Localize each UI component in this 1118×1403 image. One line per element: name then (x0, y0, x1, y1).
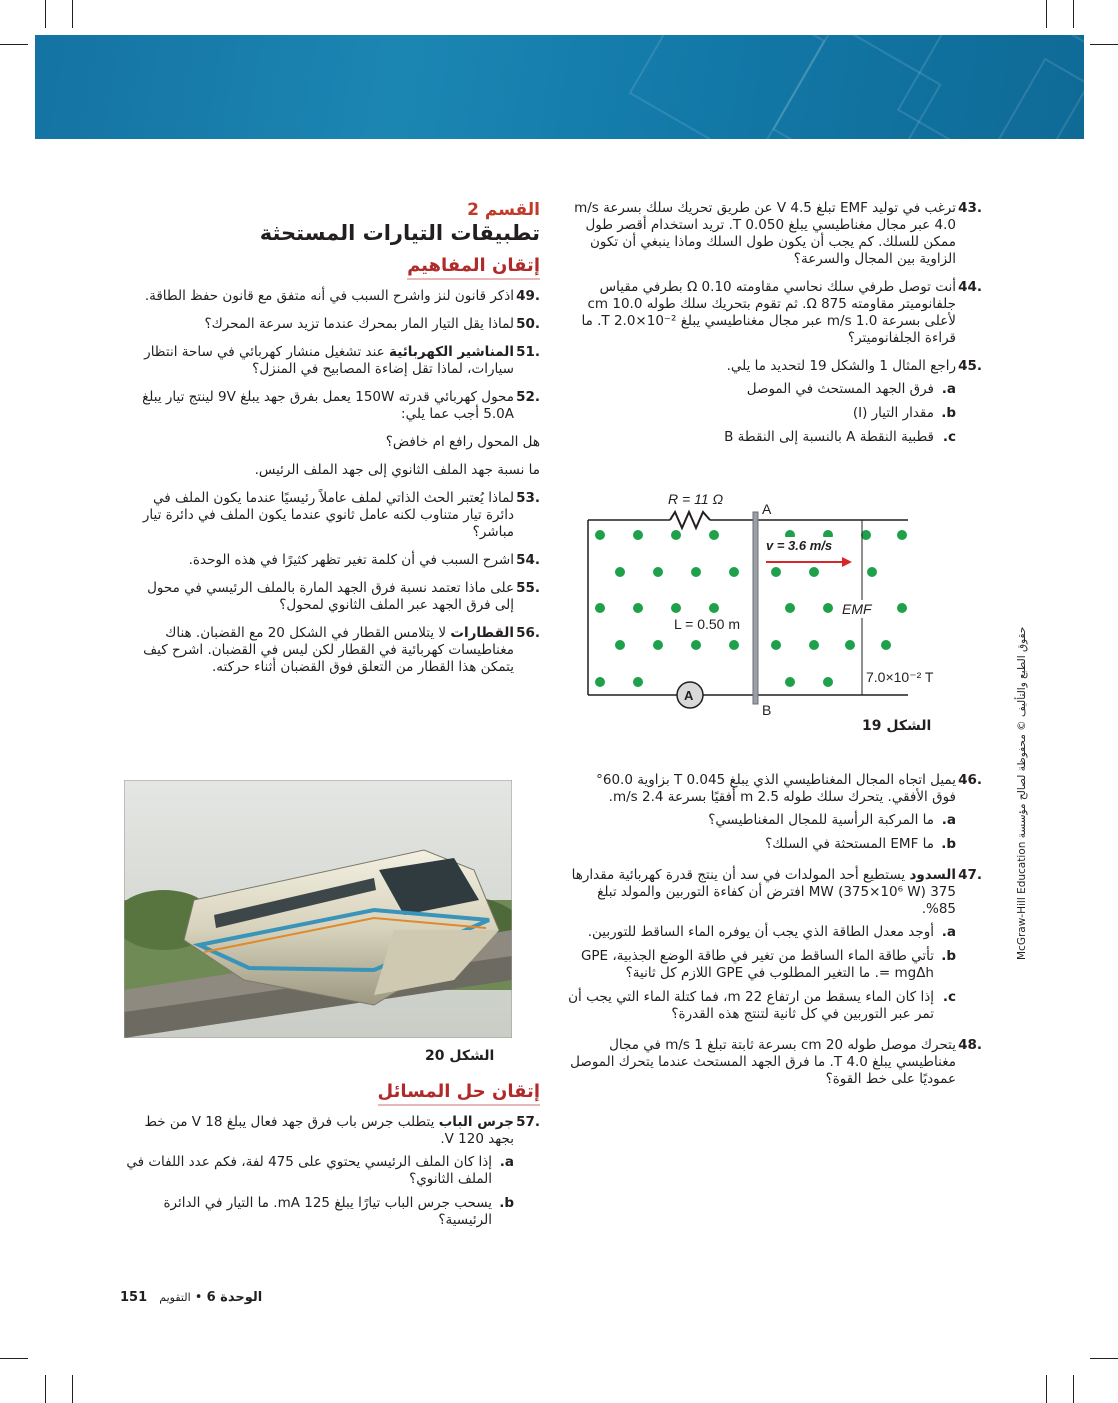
crop-mark (1073, 0, 1074, 28)
page-number: 151 (120, 1290, 148, 1305)
question-45-c: c. قطبية النقطة A بالنسبة إلى النقطة B (568, 429, 956, 446)
field-dot (691, 640, 701, 650)
question-number: 57. (516, 1114, 540, 1130)
field-dot (845, 640, 855, 650)
question-number: 48. (958, 1037, 982, 1053)
question-text: أنت توصل طرفي سلك نحاسي مقاومته Ω 0.10 بطرفي مقياس جلفانوميتر مقاومته Ω 875. ثم تقوم بتحريك سلك طوله cm 10.0 لأعلى بسرعة m/s 1.0 عبر مجال مغناطيسي يبلغ T 2.0×10⁻². ما قراءة الجلفانوميتر؟ (581, 279, 956, 346)
question-body: لا يتلامس القطار في الشكل 20 مع القضبان. هناك مغناطيسات كهربائية في القطار لكن ليس في القضبان. اشرح كيف يتمكن هذا القطار من التعلق فوق القضبان أثناء حركته. (143, 625, 514, 675)
field-dot (823, 603, 833, 613)
question-52-part-1: هل المحول رافع ام خافض؟ (385, 434, 540, 450)
right-column (568, 200, 982, 453)
question-text: محول كهربائي قدرته 150W يعمل بفرق جهد يبلغ 9V لينتج تيار يبلغ 5.0A أجب عما يلي: (142, 389, 514, 422)
sub-text: ما EMF المستحثة في السلك؟ (765, 836, 934, 852)
field-dot (653, 567, 663, 577)
figure-19-caption: الشكل 19 (862, 718, 932, 734)
section-label: القسم 2 (467, 200, 540, 220)
question-48 (568, 1037, 982, 1088)
question-47-b: b. تأتي طاقة الماء الساقط من تغير في طاقة الوضع الجذبية، GPE = mgΔh. ما التغير المطلوب في GPE اللازم كل ثانية؟ (568, 948, 956, 982)
crop-mark (0, 44, 28, 45)
question-57-a: a. إذا كان الملف الرئيسي يحتوي على 475 لفة، فكم عدد اللفات في الملف الثانوي؟ (124, 1154, 514, 1188)
question-51 (124, 344, 540, 378)
question-text (124, 625, 514, 676)
question-number: 44. (958, 279, 982, 295)
question-number: 43. (958, 200, 982, 216)
question-text: راجع المثال 1 والشكل 19 لتحديد ما يلي. (726, 358, 956, 374)
field-dot (785, 677, 795, 687)
figure-19-diagram (580, 490, 940, 720)
sub-text: أوجد معدل الطاقة الذي يجب أن يوفره الماء الساقط للتوربين. (587, 924, 934, 940)
point-b-label: B (762, 702, 772, 718)
question-text (124, 344, 514, 378)
question-47-c: c. إذا كان الماء يسقط من ارتفاع m 22، فما كتلة الماء التي يجب أن تمر عبر التوربين في كل ثانية لتنتج هذه القدرة؟ (568, 989, 956, 1022)
ammeter-label: A (684, 688, 694, 703)
field-dot (709, 530, 719, 540)
concepts-heading: إتقان المفاهيم (407, 254, 540, 280)
point-a-label: A (762, 501, 772, 517)
crop-mark (1073, 1375, 1074, 1403)
problems-heading: إتقان حل المسائل (378, 1080, 540, 1106)
footer-section: التقويم (159, 1291, 191, 1304)
field-dot (633, 603, 643, 613)
keyword: جرس الباب (438, 1114, 514, 1130)
field-dot (809, 640, 819, 650)
question-43 (568, 200, 982, 268)
crop-mark (1090, 44, 1118, 45)
question-number: 53. (516, 490, 540, 506)
keyword: القطارات (450, 625, 514, 641)
footer-unit: الوحدة 6 (206, 1290, 263, 1305)
field-dot (897, 530, 907, 540)
keyword: السدود (909, 867, 956, 883)
keyword: المناشير الكهربائية (389, 344, 514, 360)
question-54 (124, 552, 540, 569)
question-47-a: a. أوجد معدل الطاقة الذي يجب أن يوفره الماء الساقط للتوربين. (568, 924, 956, 941)
question-body: يستطيع أحد المولدات في سد أن ينتج قدرة كهربائية مقدارها 375 MW (375×10⁶ W) افترض أن كفاءة التوربين والمولد تبلغ 85%. (571, 867, 956, 917)
question-50 (124, 316, 540, 333)
sub-text: قطبية النقطة A بالنسبة إلى النقطة B (724, 429, 934, 445)
field-dot (823, 677, 833, 687)
field-dot (881, 640, 891, 650)
question-45 (568, 358, 982, 375)
question-45-b: b. مقدار التيار (I) (568, 405, 956, 422)
field-dot (615, 640, 625, 650)
field-dot (729, 567, 739, 577)
crop-mark (1046, 1375, 1047, 1403)
question-number: 51. (516, 344, 540, 360)
question-56 (124, 625, 540, 676)
question-number: 46. (958, 772, 982, 788)
field-dot (671, 530, 681, 540)
question-body: يتطلب جرس باب فرق جهد فعال يبلغ V 18 من خط بجهد V 120. (144, 1114, 514, 1147)
sub-text: ما المركبة الرأسية للمجال المغناطيسي؟ (708, 812, 934, 828)
question-45-a: a. فرق الجهد المستحث في الموصل (568, 381, 956, 398)
question-number: 49. (516, 288, 540, 304)
page-footer (120, 1290, 262, 1305)
field-dot (809, 567, 819, 577)
header-banner (35, 35, 1084, 139)
question-47 (568, 867, 982, 918)
question-text: يتحرك موصل طوله cm 20 بسرعة ثابتة تبلغ m/s 1 في مجال مغناطيسي يبلغ T 4.0. ما فرق الجهد المستحث عندما يتحرك الموصل عموديًا على خط القوة؟ (570, 1037, 956, 1087)
velocity-arrowhead (842, 557, 852, 567)
crop-mark (45, 0, 46, 28)
top-rail-gap (670, 517, 710, 523)
field-dot (691, 567, 701, 577)
field-dot (709, 603, 719, 613)
crop-mark (72, 1375, 73, 1403)
question-text: لماذا يقل التيار المار بمحرك عندما تزيد سرعة المحرك؟ (204, 316, 514, 332)
left-column (124, 200, 540, 687)
question-52 (124, 389, 540, 423)
field-dot (785, 603, 795, 613)
crop-mark (0, 1358, 28, 1359)
question-text (568, 867, 956, 918)
question-body: عند تشغيل منشار كهربائي في ساحة انتظار سيارات، لماذا تقل إضاءة المصابيح في المنزل؟ (144, 344, 514, 377)
question-text: اذكر قانون لنز واشرح السبب في أنه متفق مع قانون حفظ الطاقة. (144, 288, 514, 304)
question-text: اشرح السبب في أن كلمة تغير تظهر كثيرًا في هذه الوحدة. (188, 552, 514, 568)
figure-20-caption: الشكل 20 (425, 1048, 495, 1064)
question-57-b: b. يسحب جرس الباب تيارًا يبلغ mA 125. ما التيار في الدائرة الرئيسية؟ (124, 1195, 514, 1229)
crop-mark (72, 0, 73, 28)
question-number: 47. (958, 867, 982, 883)
question-number: 56. (516, 625, 540, 641)
field-dot (771, 640, 781, 650)
question-53 (124, 490, 540, 541)
sub-text: تأتي طاقة الماء الساقط من تغير في طاقة الوضع الجذبية، GPE = mgΔh. ما التغير المطلوب في GPE اللازم كل ثانية؟ (580, 948, 934, 981)
question-number: 45. (958, 358, 982, 374)
field-dot (633, 677, 643, 687)
moving-rod (753, 512, 758, 704)
question-49 (124, 288, 540, 305)
question-text (124, 1114, 514, 1148)
field-dot (867, 567, 877, 577)
footer-bullet: • (194, 1290, 203, 1305)
crop-mark (1090, 1358, 1118, 1359)
question-46-b: b. ما EMF المستحثة في السلك؟ (568, 836, 956, 853)
emf-label: EMF (842, 601, 872, 617)
sub-text: يسحب جرس الباب تيارًا يبلغ mA 125. ما التيار في الدائرة الرئيسية؟ (163, 1195, 492, 1228)
question-44 (568, 279, 982, 347)
field-dot (671, 603, 681, 613)
question-52-part-2: ما نسبة جهد الملف الثانوي إلى جهد الملف الرئيس. (254, 462, 540, 478)
resistance-label: R = 11 Ω (668, 491, 724, 507)
section-title: تطبيقات التيارات المستحثة (259, 221, 540, 245)
field-dot (595, 530, 605, 540)
field-dot (897, 603, 907, 613)
field-dot (633, 530, 643, 540)
question-number: 50. (516, 316, 540, 332)
field-strength-label: 7.0×10⁻² T (866, 669, 934, 685)
left-column-lower (124, 1076, 540, 1236)
question-46-a: a. ما المركبة الرأسية للمجال المغناطيسي؟ (568, 812, 956, 829)
sub-text: فرق الجهد المستحث في الموصل (746, 381, 934, 397)
right-column-lower (568, 772, 982, 1099)
field-dot (771, 567, 781, 577)
sub-text: إذا كان الماء يسقط من ارتفاع m 22، فما كتلة الماء التي يجب أن تمر عبر التوربين في كل ثانية لتنتج هذه القدرة؟ (568, 989, 934, 1022)
question-57 (124, 1114, 540, 1148)
field-dot (595, 603, 605, 613)
field-dot (595, 677, 605, 687)
question-number: 54. (516, 552, 540, 568)
sub-text: مقدار التيار (I) (852, 405, 934, 421)
crop-mark (1046, 0, 1047, 28)
copyright-credit: McGraw-Hill Education حقوق الطبع والتأليف © محفوظة لصالح مؤسسة (1016, 626, 1028, 960)
question-number: 52. (516, 389, 540, 405)
question-55 (124, 580, 540, 614)
velocity-label: v = 3.6 m/s (766, 538, 833, 553)
field-dot (653, 640, 663, 650)
figure-20-train-photo (124, 780, 512, 1038)
field-dot (615, 567, 625, 577)
question-text: على ماذا تعتمد نسبة فرق الجهد المارة بالملف الرئيسي في محول إلى فرق الجهد عبر الملف الثانوي لمحول؟ (147, 580, 514, 613)
question-number: 55. (516, 580, 540, 596)
field-dot (729, 640, 739, 650)
length-label: L = 0.50 m (674, 616, 741, 632)
question-46 (568, 772, 982, 806)
question-text: يميل اتجاه المجال المغناطيسي الذي يبلغ T 0.045 بزاوية 60.0° فوق الأفقي. يتحرك سلك طوله m 2.5 أفقيًا بسرعة m/s 2.4. (596, 772, 956, 805)
sub-text: إذا كان الملف الرئيسي يحتوي على 475 لفة، فكم عدد اللفات في الملف الثانوي؟ (126, 1154, 492, 1187)
crop-mark (45, 1375, 46, 1403)
question-text: لماذا يُعتبر الحث الذاتي لملف عاملاً رئيسيًا عندما يكون الملف في دائرة تيار متناوب لكنه عامل ثانوي عندما يكون الملف في دائرة تيار مباشر؟ (142, 490, 514, 540)
question-text: ترغب في توليد EMF تبلغ V 4.5 عن طريق تحريك سلك بسرعة m/s 4.0 عبر مجال مغناطيسي يبلغ T 0.050. تريد استخدام أقصر طول ممكن للسلك. كم يجب أن يكون طول السلك وماذا ينبغي أن تكون الزاوية بين المجال والسرعة؟ (574, 200, 956, 267)
